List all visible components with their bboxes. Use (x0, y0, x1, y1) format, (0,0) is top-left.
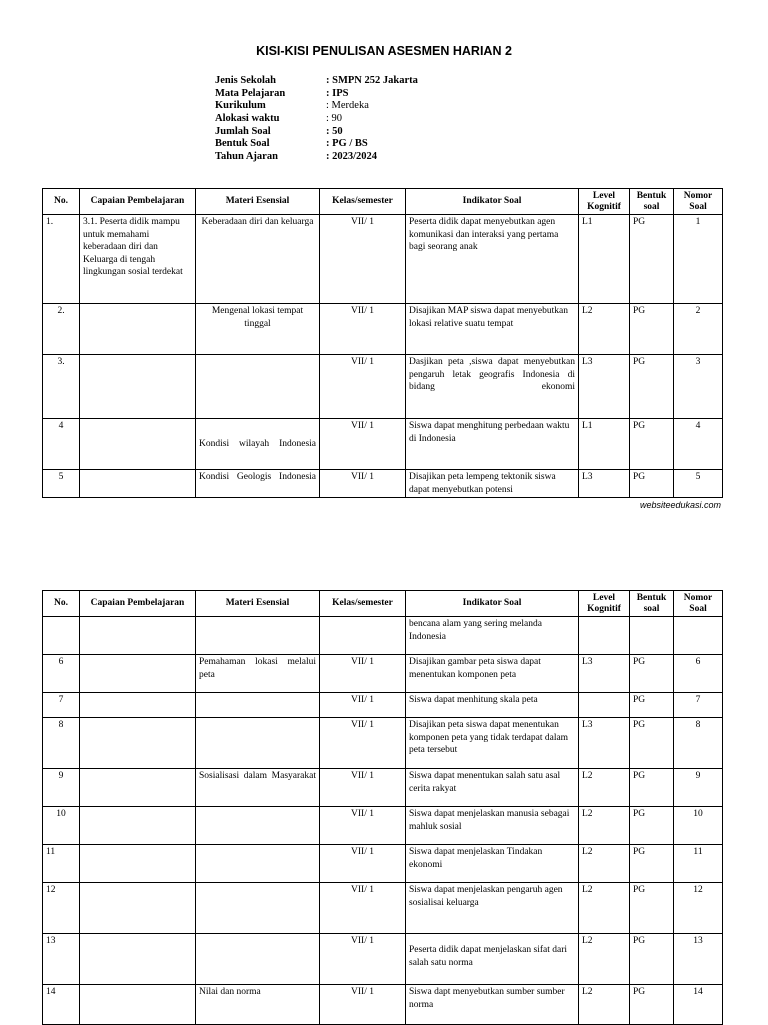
table-row (43, 769, 723, 807)
cell-nomor (674, 617, 723, 655)
cell-no: 7 (43, 693, 80, 718)
cell-capaian (80, 693, 196, 718)
cell-level: L2 (579, 304, 630, 355)
table-row (43, 355, 723, 419)
kisi-kisi-table-1 (42, 188, 723, 498)
cell-capaian (80, 304, 196, 355)
header-no: No. (43, 189, 80, 215)
info-row (215, 100, 418, 113)
cell-indikator: Siswa dapat menghitung perbedaan waktu di Indonesia (406, 419, 579, 470)
cell-level: L2 (579, 769, 630, 807)
info-label: Tahun Ajaran (215, 151, 278, 163)
cell-level: L2 (579, 883, 630, 934)
cell-capaian (80, 807, 196, 845)
cell-materi (196, 934, 320, 985)
cell-level: L2 (579, 934, 630, 985)
cell-level (579, 693, 630, 718)
table-row (43, 718, 723, 769)
cell-no: 11 (43, 845, 80, 883)
table-row (43, 617, 723, 655)
cell-capaian (80, 883, 196, 934)
cell-no: 12 (43, 883, 80, 934)
header-nomor: Nomor Soal (674, 189, 723, 215)
cell-nomor: 9 (674, 769, 723, 807)
cell-capaian (80, 470, 196, 498)
cell-indikator: Dasjikan peta ,siswa dapat menyebutkan pengaruh letak geografis Indonesia di bidang ekonomi (406, 355, 579, 419)
info-value: : 2023/2024 (326, 151, 378, 163)
cell-materi (196, 845, 320, 883)
cell-no: 10 (43, 807, 80, 845)
cell-level (579, 617, 630, 655)
header-bentuk: Bentuk soal (630, 591, 674, 617)
cell-capaian (80, 845, 196, 883)
cell-materi: Kondisi Geologis Indonesia (196, 470, 320, 498)
cell-kelas: VII/ 1 (320, 215, 406, 304)
info-value: : IPS (326, 87, 349, 99)
info-row (215, 126, 418, 139)
table-row (43, 304, 723, 355)
cell-bentuk: PG (630, 807, 674, 845)
cell-kelas: VII/ 1 (320, 355, 406, 419)
cell-capaian: 3.1. Peserta didik mampu untuk memahami keberadaan diri dan Keluarga di tengah lingkungan sosial terdekat (80, 215, 196, 304)
table-row (43, 693, 723, 718)
info-row (215, 151, 418, 164)
cell-level: L2 (579, 845, 630, 883)
cell-kelas: VII/ 1 (320, 845, 406, 883)
cell-materi (196, 883, 320, 934)
table-row (43, 845, 723, 883)
header-capaian: Capaian Pembelajaran (80, 591, 196, 617)
cell-bentuk: PG (630, 934, 674, 985)
cell-nomor: 5 (674, 470, 723, 498)
cell-nomor: 10 (674, 807, 723, 845)
cell-materi: Mengenal lokasi tempat tinggal (196, 304, 320, 355)
cell-no: 1. (43, 215, 80, 304)
cell-nomor: 3 (674, 355, 723, 419)
cell-indikator: bencana alam yang sering melanda Indonesia (406, 617, 579, 655)
cell-materi: Kondisi wilayah Indonesia (196, 419, 320, 470)
header-indikator: Indikator Soal (406, 189, 579, 215)
cell-kelas: VII/ 1 (320, 883, 406, 934)
info-label: Mata Pelajaran (215, 87, 286, 99)
document-title: KISI-KISI PENULISAN ASESMEN HARIAN 2 (256, 44, 512, 58)
header-materi: Materi Esensial (196, 591, 320, 617)
cell-kelas: VII/ 1 (320, 655, 406, 693)
cell-capaian (80, 617, 196, 655)
cell-level: L3 (579, 718, 630, 769)
header-nomor: Nomor Soal (674, 591, 723, 617)
cell-kelas: VII/ 1 (320, 769, 406, 807)
cell-indikator: Disajikan peta lempeng tektonik siswa dapat menyebutkan potensi (406, 470, 579, 498)
cell-capaian (80, 718, 196, 769)
cell-nomor: 12 (674, 883, 723, 934)
info-row (215, 138, 418, 151)
cell-kelas: VII/ 1 (320, 470, 406, 498)
header-indikator: Indikator Soal (406, 591, 579, 617)
cell-bentuk: PG (630, 883, 674, 934)
info-value: : 50 (326, 125, 343, 137)
cell-capaian (80, 769, 196, 807)
cell-no: 4 (43, 419, 80, 470)
cell-nomor: 7 (674, 693, 723, 718)
info-label: Jenis Sekolah (215, 75, 276, 86)
table-header-row (43, 591, 723, 617)
table-row (43, 419, 723, 470)
info-label: Alokasi waktu (215, 113, 280, 125)
cell-bentuk: PG (630, 470, 674, 498)
cell-kelas: VII/ 1 (320, 934, 406, 985)
cell-capaian (80, 655, 196, 693)
cell-level: L1 (579, 419, 630, 470)
watermark-text: websiteedukasi.com (639, 500, 721, 510)
cell-materi (196, 617, 320, 655)
cell-kelas: VII/ 1 (320, 419, 406, 470)
cell-no: 13 (43, 934, 80, 985)
cell-indikator: Siswa dapat menentukan salah satu asal cerita rakyat (406, 769, 579, 807)
table-row (43, 985, 723, 1025)
table-row (43, 807, 723, 845)
info-value: : Merdeka (326, 100, 369, 112)
header-capaian: Capaian Pembelajaran (80, 189, 196, 215)
cell-kelas: VII/ 1 (320, 985, 406, 1025)
cell-capaian (80, 934, 196, 985)
info-value: : 90 (326, 113, 343, 125)
table-row (43, 470, 723, 498)
cell-bentuk: PG (630, 304, 674, 355)
cell-no: 9 (43, 769, 80, 807)
kisi-kisi-table-2 (42, 590, 723, 1025)
cell-bentuk: PG (630, 769, 674, 807)
cell-level: L1 (579, 215, 630, 304)
cell-indikator: Disajikan peta siswa dapat menentukan komponen peta yang tidak terdapat dalam peta tersebut (406, 718, 579, 769)
header-level: Level Kognitif (579, 189, 630, 215)
cell-materi: Sosialisasi dalam Masyarakat (196, 769, 320, 807)
cell-bentuk: PG (630, 985, 674, 1025)
header-bentuk: Bentuk soal (630, 189, 674, 215)
cell-no: 5 (43, 470, 80, 498)
cell-nomor: 13 (674, 934, 723, 985)
cell-kelas: VII/ 1 (320, 807, 406, 845)
cell-materi: Pemahaman lokasi melalui peta (196, 655, 320, 693)
cell-bentuk (630, 617, 674, 655)
cell-capaian (80, 419, 196, 470)
cell-bentuk: PG (630, 355, 674, 419)
header-materi: Materi Esensial (196, 189, 320, 215)
cell-bentuk: PG (630, 845, 674, 883)
cell-bentuk: PG (630, 419, 674, 470)
info-label: Bentuk Soal (215, 138, 270, 150)
cell-materi: Nilai dan norma (196, 985, 320, 1025)
info-row (215, 88, 418, 101)
cell-level: L3 (579, 655, 630, 693)
info-row (215, 75, 418, 88)
info-row (215, 113, 418, 126)
cell-indikator: Peserta didik dapat menjelaskan sifat dari salah satu norma (406, 934, 579, 985)
cell-capaian (80, 355, 196, 419)
header-level: Level Kognitif (579, 591, 630, 617)
header-kelas: Kelas/semester (320, 189, 406, 215)
cell-level: L3 (579, 355, 630, 419)
cell-nomor: 4 (674, 419, 723, 470)
header-kelas: Kelas/semester (320, 591, 406, 617)
info-value: : SMPN 252 Jakarta (326, 75, 418, 86)
cell-level: L2 (579, 985, 630, 1025)
table-row (43, 655, 723, 693)
cell-indikator: Siswa dapat menhitung skala peta (406, 693, 579, 718)
cell-kelas: VII/ 1 (320, 693, 406, 718)
info-label: Jumlah Soal (215, 125, 271, 137)
info-label: Kurikulum (215, 100, 266, 112)
cell-indikator: Disajikan MAP siswa dapat menyebutkan lokasi relative suatu tempat (406, 304, 579, 355)
cell-no: 2. (43, 304, 80, 355)
table-row (43, 215, 723, 304)
cell-indikator: Siswa dapat menjelaskan Tindakan ekonomi (406, 845, 579, 883)
cell-no: 14 (43, 985, 80, 1025)
cell-indikator: Siswa dapt menyebutkan sumber sumber norma (406, 985, 579, 1025)
cell-kelas: VII/ 1 (320, 718, 406, 769)
cell-materi (196, 355, 320, 419)
cell-nomor: 8 (674, 718, 723, 769)
cell-kelas (320, 617, 406, 655)
header-no: No. (43, 591, 80, 617)
cell-level: L2 (579, 807, 630, 845)
cell-materi: Keberadaan diri dan keluarga (196, 215, 320, 304)
cell-bentuk: PG (630, 693, 674, 718)
cell-no: 3. (43, 355, 80, 419)
table-row (43, 883, 723, 934)
table-row (43, 934, 723, 985)
cell-bentuk: PG (630, 655, 674, 693)
cell-no: 6 (43, 655, 80, 693)
cell-materi (196, 718, 320, 769)
cell-indikator: Siswa dapat menjelaskan manusia sebagai mahluk sosial (406, 807, 579, 845)
cell-indikator: Siswa dapat menjelaskan pengaruh agen sosialisai keluarga (406, 883, 579, 934)
cell-nomor: 14 (674, 985, 723, 1025)
cell-indikator: Peserta didik dapat menyebutkan agen komunikasi dan interaksi yang pertama bagi seorang anak (406, 215, 579, 304)
cell-bentuk: PG (630, 215, 674, 304)
cell-capaian (80, 985, 196, 1025)
cell-materi (196, 693, 320, 718)
cell-no (43, 617, 80, 655)
cell-no: 8 (43, 718, 80, 769)
info-value: : PG / BS (326, 138, 368, 150)
cell-kelas: VII/ 1 (320, 304, 406, 355)
cell-bentuk: PG (630, 718, 674, 769)
cell-nomor: 6 (674, 655, 723, 693)
cell-indikator: Disajikan gambar peta siswa dapat menentukan komponen peta (406, 655, 579, 693)
cell-materi (196, 807, 320, 845)
cell-nomor: 1 (674, 215, 723, 304)
cell-nomor: 2 (674, 304, 723, 355)
info-block (215, 75, 418, 164)
cell-nomor: 11 (674, 845, 723, 883)
table-header-row (43, 189, 723, 215)
cell-level: L3 (579, 470, 630, 498)
